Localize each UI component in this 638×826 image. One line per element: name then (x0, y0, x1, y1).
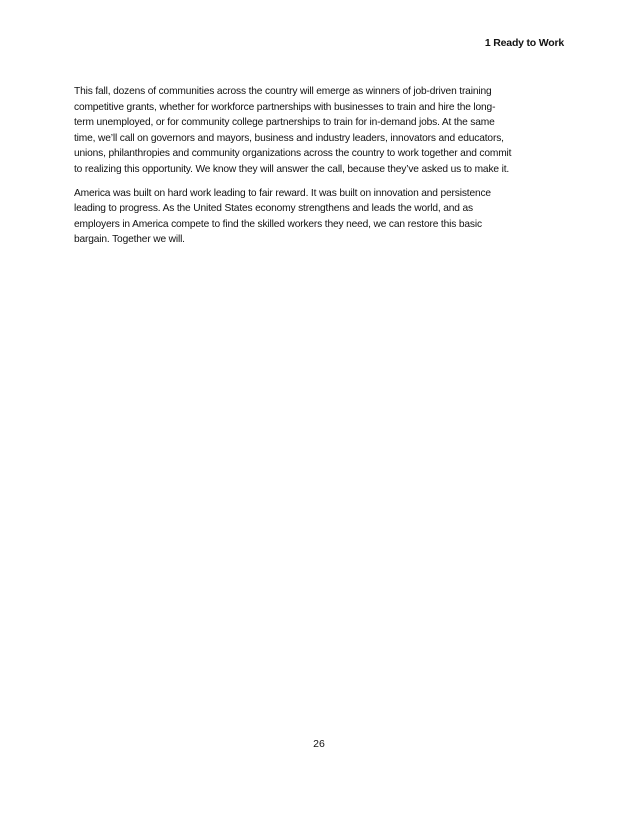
paragraph (74, 84, 564, 178)
text-line: This fall, dozens of communities across the country will emerge as winners of job-driven training (74, 86, 492, 97)
text-line: bargain. Together we will. (74, 234, 185, 246)
text-line: leading to progress. As the United States economy strengthens and leads the world, and as (74, 203, 473, 215)
text-line: employers in America compete to find the skilled workers they need, we can restore this basic (74, 218, 482, 230)
text-line: competitive grants, whether for workforce partnerships with businesses to train and hire the long- (74, 101, 496, 113)
text-line: unions, philanthropies and community organizations across the country to work together and commit (74, 148, 512, 160)
paragraph (74, 186, 564, 248)
text-line: to realizing this opportunity. We know they will answer the call, because they’ve asked us to make it. (74, 163, 510, 175)
running-header: 1 Ready to Work (484, 37, 564, 49)
page-number: 26 (313, 738, 325, 750)
text-line: America was built on hard work leading to fair reward. It was built on innovation and persistence (74, 187, 491, 199)
text-line: term unemployed, or for community college partnerships to train for in-demand jobs. At the same (74, 117, 495, 129)
body-text (74, 84, 564, 256)
text-line: time, we’ll call on governors and mayors, business and industry leaders, innovators and educators, (74, 132, 504, 144)
